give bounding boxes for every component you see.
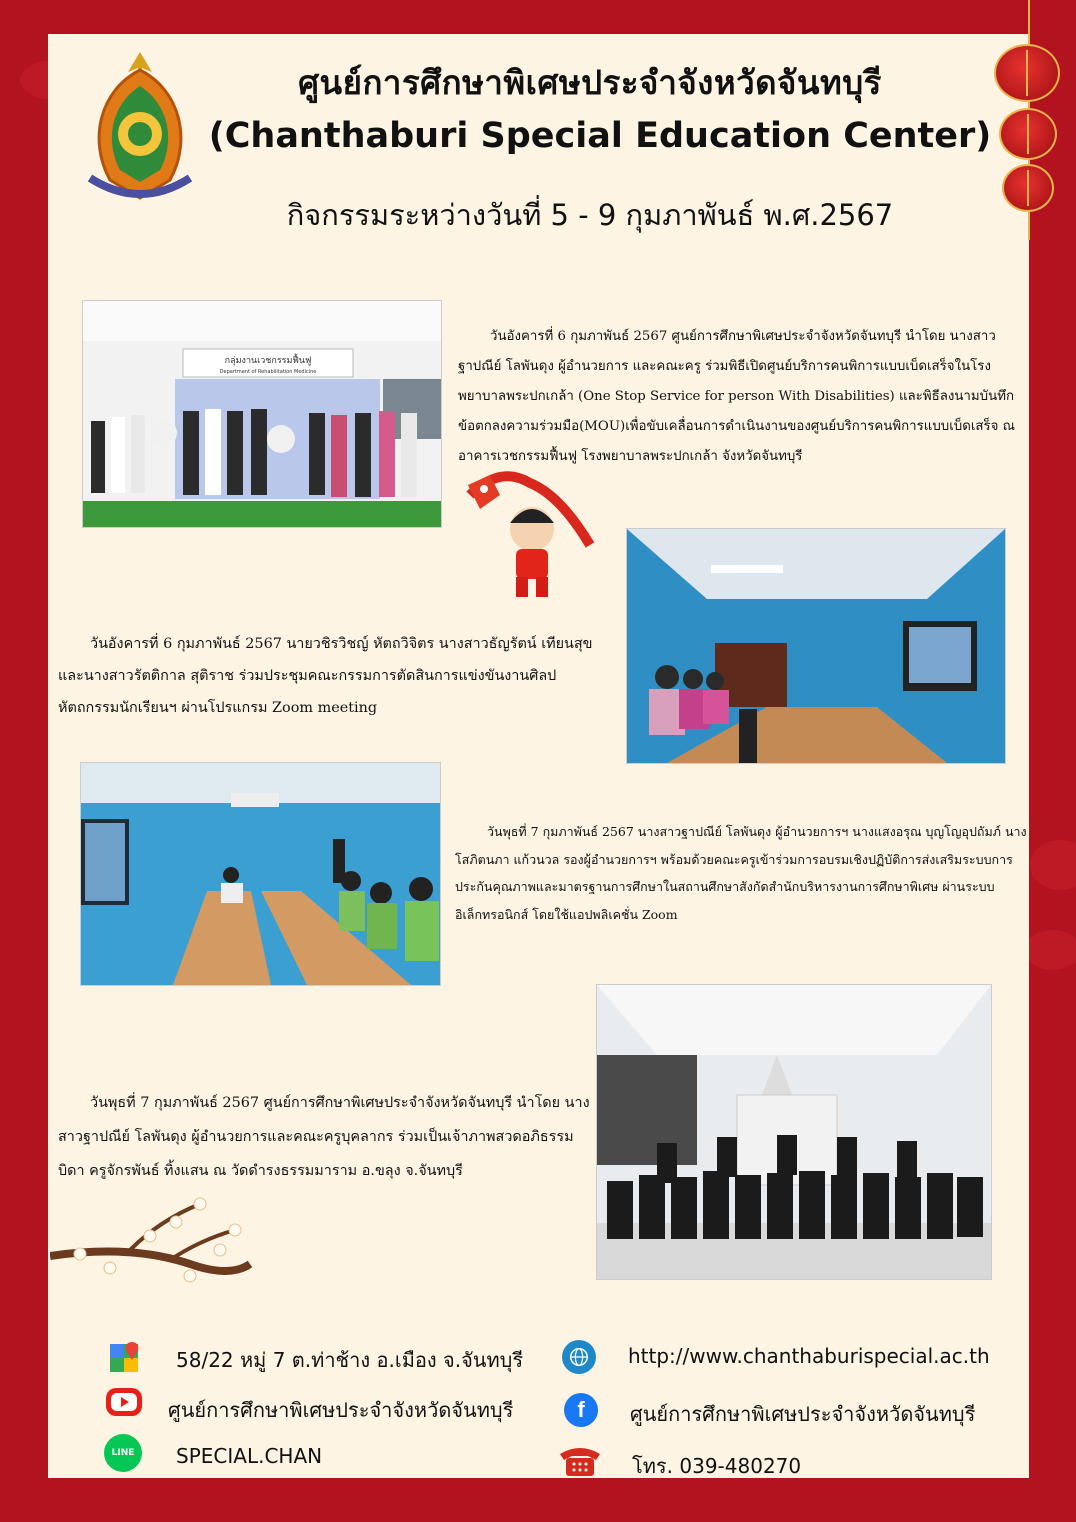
lantern-icon — [994, 44, 1060, 102]
page-title: ศูนย์การศึกษาพิเศษประจำจังหวัดจันทบุรี — [298, 63, 882, 102]
footer-website-link[interactable]: http://www.chanthaburispecial.ac.th — [628, 1344, 990, 1368]
page-title-english: (Chanthaburi Special Education Center) — [208, 116, 992, 156]
activity-photo-zoom-meeting — [626, 528, 1006, 764]
youtube-icon — [106, 1388, 142, 1416]
cloud-decoration — [1030, 840, 1076, 890]
footer-facebook-link[interactable]: ศูนย์การศึกษาพิเศษประจำจังหวัดจันทบุรี — [630, 1402, 976, 1426]
footer-address: 58/22 หมู่ 7 ต.ท่าช้าง อ.เมือง จ.จันทบุรี — [176, 1348, 524, 1372]
page-subtitle: กิจกรรมระหว่างวันที่ 5 - 9 กุมภาพันธ์ พ.ศ.2567 — [286, 198, 894, 232]
lantern-icon — [1002, 164, 1054, 212]
lantern-icon — [999, 108, 1057, 160]
activity-text-3: วันพุธที่ 7 กุมภาพันธ์ 2567 นางสาวฐาปณีย์ โลพันดุง ผู้อำนวยการฯ นางแสงอรุณ บุญโญอุปถัมภ์ นางโสภิตนภา แก้วนวล รองผู้อำนวยการฯ พร้อมด้วยคณะครูเข้าร่วมการอบรมเชิงปฏิบัติการส่งเสริมระบบการประกันคุณภาพและมาตรฐานการศึกษาในสถานศึกษาสังกัดสำนักบริหารงานการศึกษาพิเศษ ผ่านระบบอิเล็กทรอนิกส์ โดยใช้แอปพลิเคชั่น Zoom — [455, 824, 1027, 922]
line-icon: LINE — [104, 1434, 142, 1472]
photo-sign-thai: กลุ่มงานเวชกรรมฟื้นฟู — [224, 356, 312, 366]
activity-photo-training — [80, 762, 441, 986]
facebook-icon: f — [564, 1393, 598, 1427]
cloud-decoration — [1025, 930, 1076, 970]
globe-icon — [562, 1340, 596, 1374]
map-pin-icon — [108, 1340, 142, 1374]
activity-photo-ceremony — [82, 300, 442, 528]
activity-text-1: วันอังคารที่ 6 กุมภาพันธ์ 2567 ศูนย์การศึกษาพิเศษประจำจังหวัดจันทบุรี นำโดย นางสาวฐาปณีย์ โลพันดุง ผู้อำนวยการ และคณะครู ร่วมพิธีเปิดศูนย์บริการคนพิการแบบเบ็ดเสร็จในโรงพยาบาลพระปกเกล้า (One Stop Service for person With Disabilities) และพิธีลงนามบันทึกข้อตกลงความร่วมมือ(MOU)เพื่อขับเคลื่อนการดำเนินงานของศูนย์บริการคนพิการแบบเบ็ดเสร็จ ณ อาคารเวชกรรมฟื้นฟู โรงพยาบาลพระปกเกล้า จังหวัดจันทบุรี — [458, 329, 1016, 464]
photo-sign-english: Department of Rehabilitation Medicine — [219, 369, 317, 375]
footer-youtube-link[interactable]: ศูนย์การศึกษาพิเศษประจำจังหวัดจันทบุรี — [168, 1398, 514, 1422]
phone-icon — [556, 1444, 604, 1478]
dragon-dance-illustration — [460, 465, 600, 605]
school-logo — [80, 50, 200, 200]
activity-text-2: วันอังคารที่ 6 กุมภาพันธ์ 2567 นายวชิรวิชญ์ หัตถวิจิตร นางสาวธัญรัตน์ เทียนสุข และนางสาวรัตติกาล สุติราช ร่วมประชุมคณะกรรมการตัดสินการแข่งขันงานศิลปหัตถกรรมนักเรียนฯ ผ่านโปรแกรม Zoom meeting — [58, 636, 593, 716]
activity-photo-temple — [596, 984, 992, 1280]
footer-phone: โทร. 039-480270 — [632, 1454, 802, 1478]
plum-blossom-branch — [50, 1190, 260, 1302]
activity-text-4: วันพุธที่ 7 กุมภาพันธ์ 2567 ศูนย์การศึกษาพิเศษประจำจังหวัดจันทบุรี นำโดย นางสาวฐาปณีย์ โลพันดุง ผู้อำนวยการและคณะครูบุคลากร ร่วมเป็นเจ้าภาพสวดอภิธรรม บิดา ครูจักรพันธ์ ทิ้งแสน ณ วัดดำรงธรรมมาราม อ.ขลุง จ.จันทบุรี — [58, 1095, 590, 1179]
footer-line-id[interactable]: SPECIAL.CHAN — [176, 1444, 323, 1468]
